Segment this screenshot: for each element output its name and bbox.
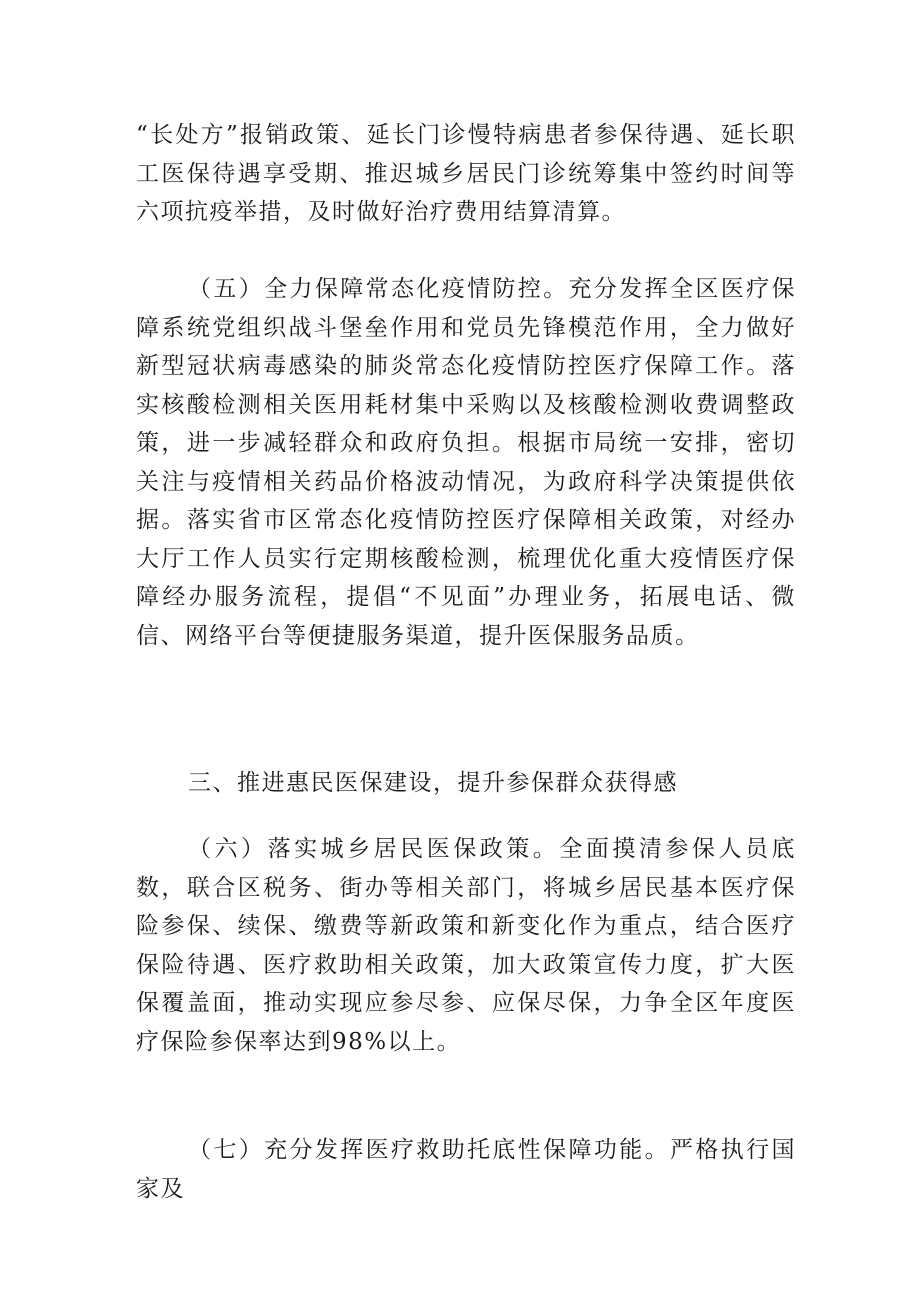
paragraph-section-7: （七）充分发挥医疗救助托底性保障功能。严格执行国家及 bbox=[136, 1137, 796, 1202]
paragraph-continuation: “长处方”报销政策、延长门诊慢特病患者参保待遇、延长职工医保待遇享受期、推迟城乡居民门诊统筹集中签约时间等六项抗疫举措，及时做好治疗费用结算清算。 bbox=[136, 122, 796, 225]
paragraph-section-6: （六）落实城乡居民医保政策。全面摸清参保人员底数，联合区税务、街办等相关部门，将城乡居民基本医疗保险参保、续保、缴费等新政策和新变化作为重点，结合医疗保险待遇、医疗救助相关政策，加大政策宣传力度，扩大医保覆盖面，推动实现应参尽参、应保尽保，力争全区年度医疗保险参保率达到98%以上。 bbox=[136, 836, 796, 1055]
section-heading-3: 三、推进惠民医保建设，提升参保群众获得感 bbox=[188, 770, 678, 796]
paragraph-section-5: （五）全力保障常态化疫情防控。充分发挥全区医疗保障系统党组织战斗堡垒作用和党员先锋模范作用，全力做好新型冠状病毒感染的肺炎常态化疫情防控医疗保障工作。落实核酸检测相关医用耗材集中采购以及核酸检测收费调整政策，进一步减轻群众和政府负担。根据市局统一安排，密切关注与疫情相关药品价格波动情况，为政府科学决策提供依据。落实省市区常态化疫情防控医疗保障相关政策，对经办大厅工作人员实行定期核酸检测，梳理优化重大疫情医疗保障经办服务流程，提倡“不见面”办理业务，拓展电话、微信、网络平台等便捷服务渠道，提升医保服务品质。 bbox=[136, 276, 796, 649]
